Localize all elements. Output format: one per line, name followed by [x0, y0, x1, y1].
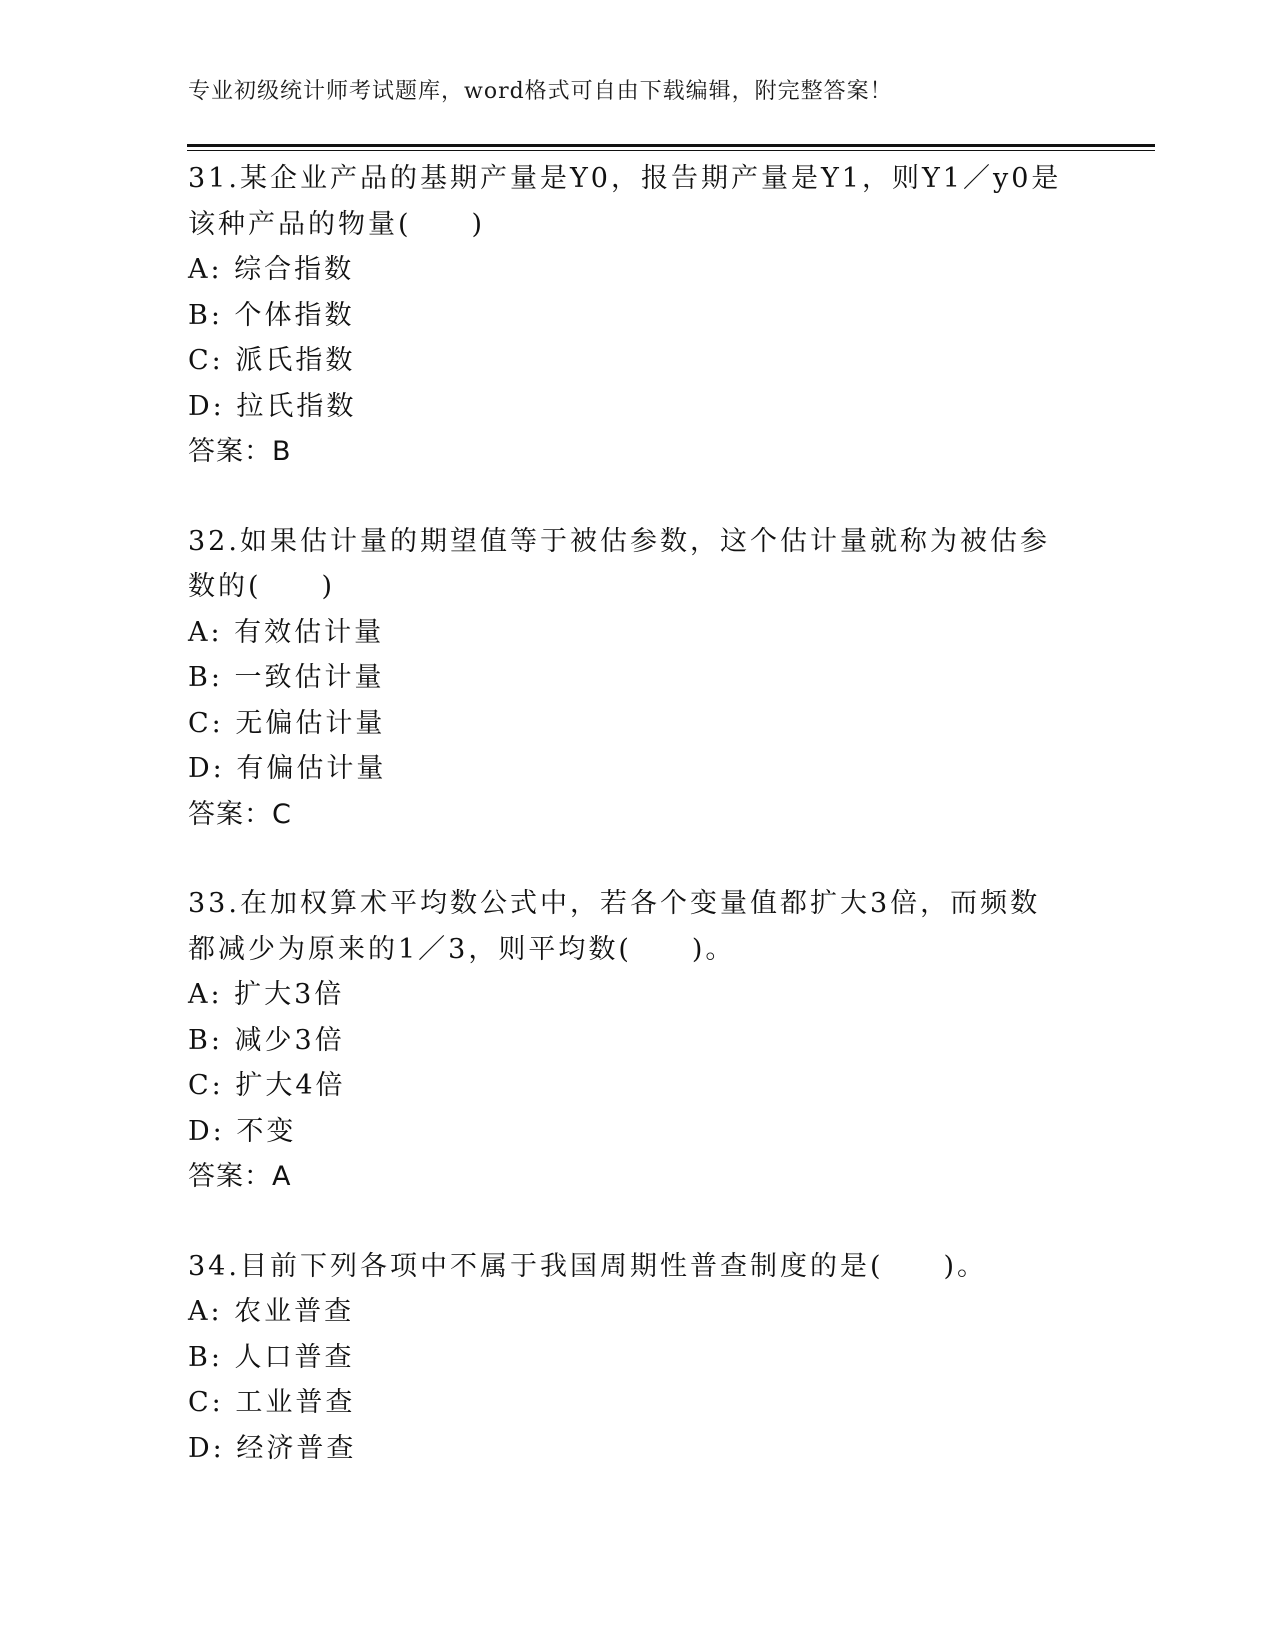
header-rule-thin — [187, 150, 1155, 151]
option-a: A: 农业普查 — [188, 1296, 355, 1327]
question-33 — [188, 881, 1088, 1200]
option-c: C: 无偏估计量 — [188, 707, 386, 739]
option-c: C: 扩大4倍 — [188, 1070, 346, 1101]
question-32 — [188, 519, 1088, 838]
option-d: D: 拉氏指数 — [188, 390, 357, 422]
option-a: A: 综合指数 — [188, 254, 355, 285]
question-text: 31.某企业产品的基期产量是Y0，报告期产量是Y1，则Y1／y0是该种产品的物量( ) — [188, 163, 1062, 240]
answer: 答案：A — [188, 1161, 292, 1192]
option-d: D: 有偏估计量 — [188, 753, 387, 784]
option-c: C: 工业普查 — [188, 1387, 356, 1418]
option-a: A: 有效估计量 — [188, 616, 385, 648]
option-b: B: 人口普查 — [188, 1341, 355, 1373]
question-text: 33.在加权算术平均数公式中，若各个变量值都扩大3倍，而频数都减少为原来的1／3，则平均数( )。 — [188, 888, 1041, 965]
question-text: 32.如果估计量的期望值等于被估参数，这个估计量就称为被估参数的( ) — [188, 525, 1050, 602]
option-c: C: 派氏指数 — [188, 345, 356, 376]
option-b: B: 一致估计量 — [188, 662, 385, 693]
option-d: D: 经济普查 — [188, 1432, 357, 1464]
question-31 — [188, 156, 1088, 475]
option-a: A: 扩大3倍 — [188, 979, 345, 1010]
option-b: B: 减少3倍 — [188, 1024, 345, 1056]
question-text: 34.目前下列各项中不属于我国周期性普查制度的是( )。 — [188, 1250, 988, 1282]
question-34 — [188, 1244, 1088, 1472]
option-d: D: 不变 — [188, 1115, 297, 1147]
answer: 答案：C — [188, 798, 292, 830]
option-b: B: 个体指数 — [188, 299, 355, 331]
page-header: 专业初级统计师考试题库，word格式可自由下载编辑，附完整答案！ — [188, 79, 893, 104]
question-list — [188, 156, 1088, 1515]
header-rule-thick — [187, 144, 1155, 147]
answer: 答案：B — [188, 436, 292, 467]
